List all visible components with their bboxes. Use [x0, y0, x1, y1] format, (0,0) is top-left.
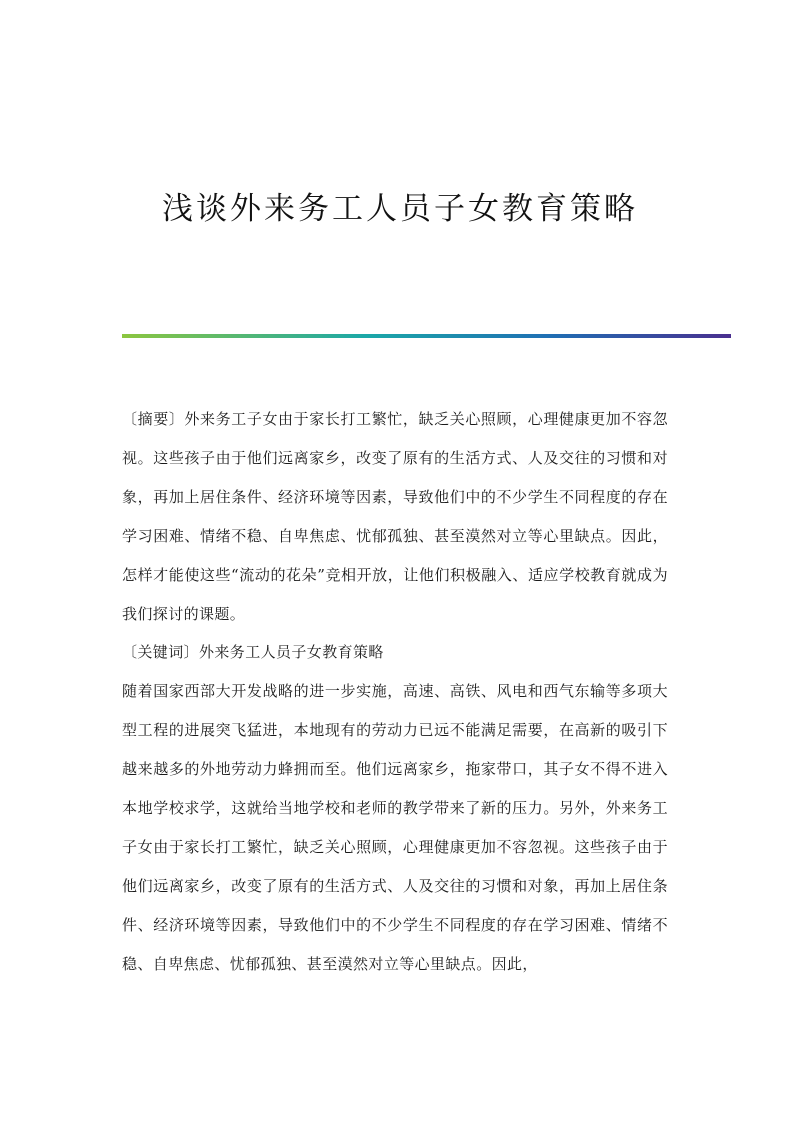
abstract-paragraph: 〔摘要〕外来务工子女由于家长打工繁忙，缺乏关心照顾，心理健康更加不容忽视。这些孩子由于他们远离家乡，改变了原有的生活方式、人及交往的习惯和对象，再加上居住条件、经济环境等因素，导致他们中的不少学生不同程度的存在学习困难、情绪不稳、自卑焦虑、忧郁孤独、甚至漠然对立等心里缺点。因此，怎样才能使这些“流动的花朵”竞相开放，让他们积极融入、适应学校教育就成为我们探讨的课题。: [122, 410, 668, 623]
body-paragraph: 随着国家西部大开发战略的进一步实施，高速、高铁、风电和西气东输等多项大型工程的进展突飞猛进，本地现有的劳动力已远不能满足需要，在高新的吸引下越来越多的外地劳动力蜂拥而至。他们远离家乡，拖家带口，其子女不得不进入本地学校求学，这就给当地学校和老师的教学带来了新的压力。另外，外来务工子女由于家长打工繁忙，缺乏关心照顾，心理健康更加不容忽视。这些孩子由于他们远离家乡，改变了原有的生活方式、人及交往的习惯和对象，再加上居住条件、经济环境等因素，导致他们中的不少学生不同程度的存在学习困难、情绪不稳、自卑焦虑、忧郁孤独、甚至漠然对立等心里缺点。因此，: [122, 682, 668, 973]
document-body: [122, 400, 668, 984]
keywords-paragraph: 〔关键词〕外来务工人员子女教育策略: [122, 643, 384, 662]
page-title: 浅谈外来务工人员子女教育策略: [162, 191, 638, 227]
title-divider: [122, 334, 731, 338]
